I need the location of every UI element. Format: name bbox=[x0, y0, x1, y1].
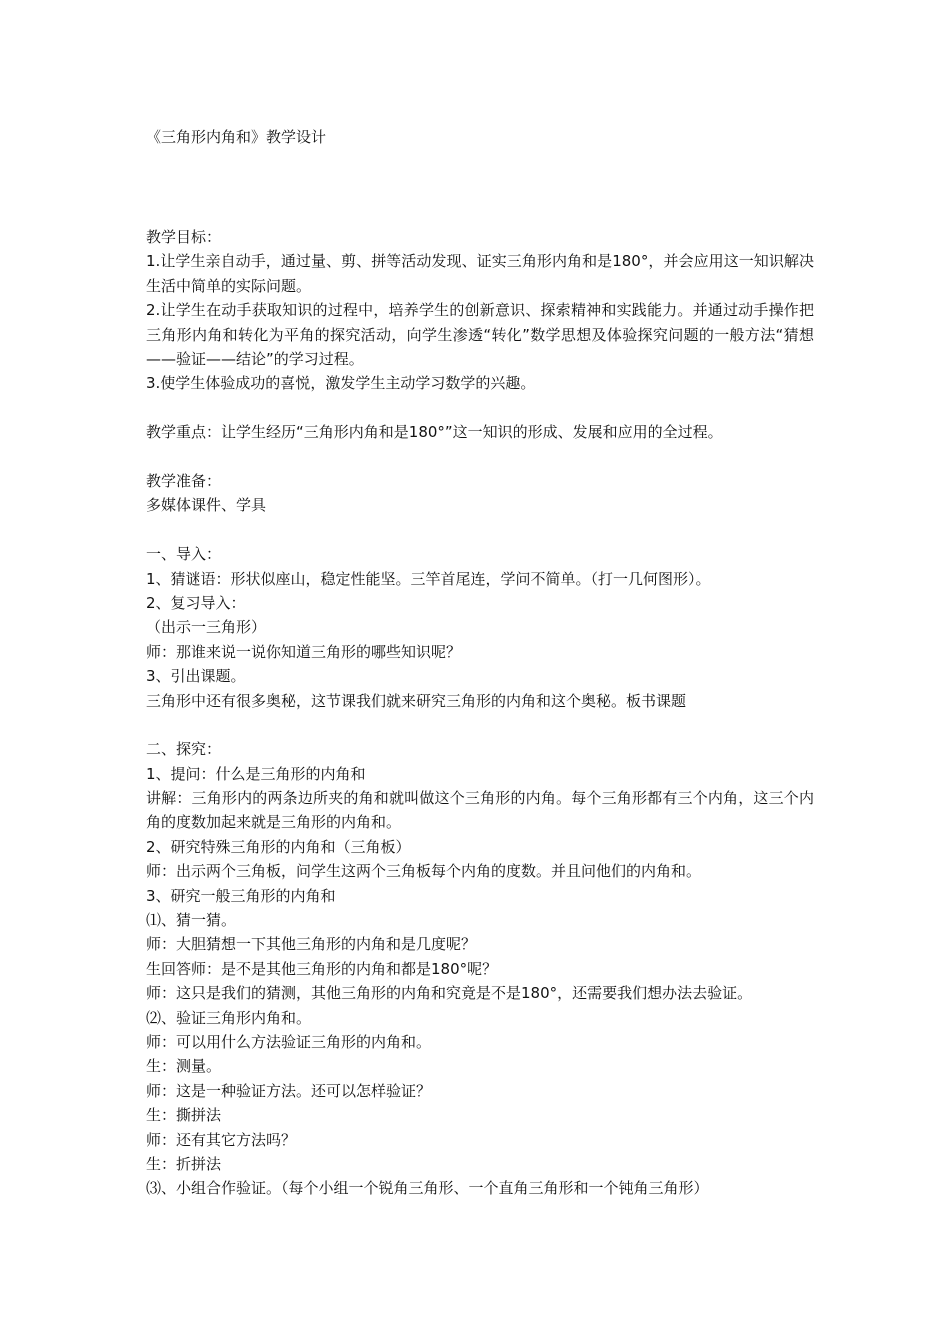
section-1-line: 2、复习导入： bbox=[146, 593, 246, 612]
section-2-line: ⑵、验证三角形内角和。 bbox=[146, 1008, 312, 1027]
objective-1: 1.让学生亲自动手，通过量、剪、拼等活动发现、证实三角形内角和是180°，并会应用这一知识解决生活中简单的实际问题。 bbox=[146, 252, 814, 295]
section-1-line: 三角形中还有很多奥秘，这节课我们就来研究三角形的内角和这个奥秘。板书课题 bbox=[146, 691, 687, 710]
section-1-heading: 一、导入： bbox=[146, 545, 222, 564]
section-2-line: ⑴、猜一猜。 bbox=[146, 911, 237, 930]
objective-2: 2.让学生在动手获取知识的过程中，培养学生的创新意识、探索精神和实践能力。并通过动手操作把三角形内角和转化为平角的探究活动，向学生渗透“转化”数学思想及体验探究问题的一般方法“猜想——验证——结论”的学习过程。 bbox=[146, 301, 814, 369]
section-2-line: 1、提问：什么是三角形的内角和 bbox=[146, 764, 366, 783]
prep-content: 多媒体课件、学具 bbox=[146, 496, 267, 515]
section-2-line: 师：出示两个三角板，问学生这两个三角板每个内角的度数。并且问他们的内角和。 bbox=[146, 862, 702, 881]
spacer bbox=[146, 445, 814, 469]
document-body bbox=[146, 225, 814, 1201]
spacer bbox=[146, 396, 814, 420]
section-2-line: 3、研究一般三角形的内角和 bbox=[146, 886, 336, 905]
section-2-line: 师：大胆猜想一下其他三角形的内角和是几度呢？ bbox=[146, 935, 477, 954]
section-2-line: 生回答师：是不是其他三角形的内角和都是180°呢？ bbox=[146, 959, 498, 978]
section-1-line: 3、引出课题。 bbox=[146, 667, 246, 686]
spacer bbox=[146, 713, 814, 737]
objective-3: 3.使学生体验成功的喜悦，激发学生主动学习数学的兴趣。 bbox=[146, 374, 536, 393]
key-point: 教学重点：让学生经历“三角形内角和是180°”这一知识的形成、发展和应用的全过程。 bbox=[146, 423, 723, 442]
section-2-line: 2、研究特殊三角形的内角和（三角板） bbox=[146, 837, 411, 856]
section-2-line: ⑶、小组合作验证。（每个小组一个锐角三角形、一个直角三角形和一个钝角三角形） bbox=[146, 1179, 709, 1198]
section-2-line: 生：测量。 bbox=[146, 1057, 222, 1076]
section-1-line: （出示一三角形） bbox=[146, 618, 267, 637]
section-1-line: 师：那谁来说一说你知道三角形的哪些知识呢？ bbox=[146, 642, 462, 661]
prep-heading: 教学准备： bbox=[146, 471, 222, 490]
spacer bbox=[146, 518, 814, 542]
section-2-line: 师：可以用什么方法验证三角形的内角和。 bbox=[146, 1033, 432, 1051]
section-2-paragraph: 讲解：三角形内的两条边所夹的角和就叫做这个三角形的内角。每个三角形都有三个内角，这三个内角的度数加起来就是三角形的内角和。 bbox=[146, 789, 814, 832]
section-2-heading: 二、探究： bbox=[146, 740, 222, 759]
objectives-heading: 教学目标： bbox=[146, 228, 222, 246]
section-2-line: 生：折拼法 bbox=[146, 1154, 222, 1173]
section-1-line: 1、猜谜语：形状似座山，稳定性能坚。三竿首尾连，学问不简单。（打一几何图形）。 bbox=[146, 569, 711, 588]
section-2-line: 师：还有其它方法吗？ bbox=[146, 1130, 297, 1149]
section-2-line: 生：撕拼法 bbox=[146, 1106, 222, 1125]
document-title: 《三角形内角和》教学设计 bbox=[146, 128, 327, 146]
section-2-line: 师：这是一种验证方法。还可以怎样验证？ bbox=[146, 1081, 432, 1100]
section-2-line: 师：这只是我们的猜测，其他三角形的内角和究竟是不是180°，还需要我们想办法去验证。 bbox=[146, 984, 753, 1003]
